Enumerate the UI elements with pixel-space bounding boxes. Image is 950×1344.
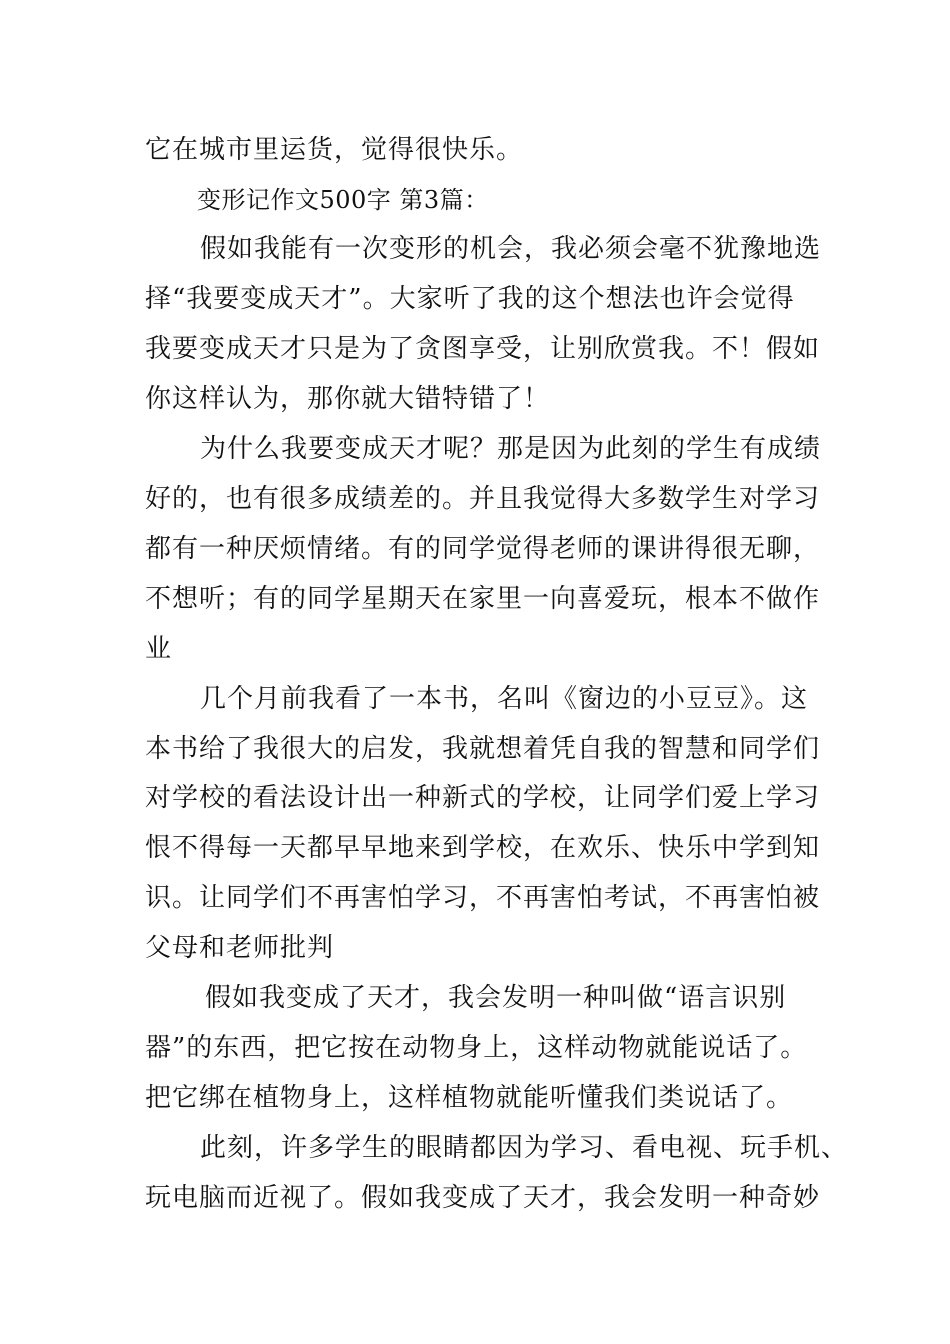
text-line: 对学校的看法设计出一种新式的学校，让同学们爱上学习 (145, 783, 821, 813)
text-line: 玩电脑而近视了。假如我变成了天才，我会发明一种奇妙 (145, 1183, 821, 1213)
text-line: 好的，也有很多成绩差的。并且我觉得大多数学生对学习 (145, 484, 821, 514)
text-line: 此刻，许多学生的眼睛都因为学习、看电视、玩手机、 (200, 1133, 849, 1163)
text-line: 我要变成天才只是为了贪图享受，让别欣赏我。不！假如 (145, 334, 821, 364)
text-line: 择“我要变成天才”。大家听了我的这个想法也许会觉得 (145, 284, 795, 314)
text-line: 把它绑在植物身上，这样植物就能听懂我们类说话了。 (145, 1083, 794, 1113)
text-line: 业 (145, 634, 173, 664)
text-line: 假如我变成了天才，我会发明一种叫做“语言识别 (205, 983, 787, 1013)
text-line: 恨不得每一天都早早地来到学校，在欢乐、快乐中学到知 (145, 833, 821, 863)
text-line: 你这样认为，那你就大错特错了！ (145, 384, 551, 414)
text-line: 器”的东西，把它按在动物身上，这样动物就能说话了。 (145, 1033, 808, 1063)
text-line: 几个月前我看了一本书，名叫《窗边的小豆豆》。这 (200, 684, 809, 714)
text-line: 假如我能有一次变形的机会，我必须会毫不犹豫地选 (200, 234, 822, 264)
text-line: 不想听；有的同学星期天在家里一向喜爱玩，根本不做作 (145, 584, 821, 614)
text-line: 为什么我要变成天才呢？那是因为此刻的学生有成绩 (200, 434, 822, 464)
section-heading: 变形记作文500字 第3篇： (197, 186, 489, 214)
text-line: 父母和老师批判 (145, 933, 335, 963)
text-line: 本书给了我很大的启发，我就想着凭自我的智慧和同学们 (145, 734, 821, 764)
text-line: 都有一种厌烦情绪。有的同学觉得老师的课讲得很无聊， (145, 534, 821, 564)
text-line: 识。让同学们不再害怕学习，不再害怕考试，不再害怕被 (145, 883, 821, 913)
text-line: 它在城市里运货，觉得很快乐。 (145, 135, 524, 165)
